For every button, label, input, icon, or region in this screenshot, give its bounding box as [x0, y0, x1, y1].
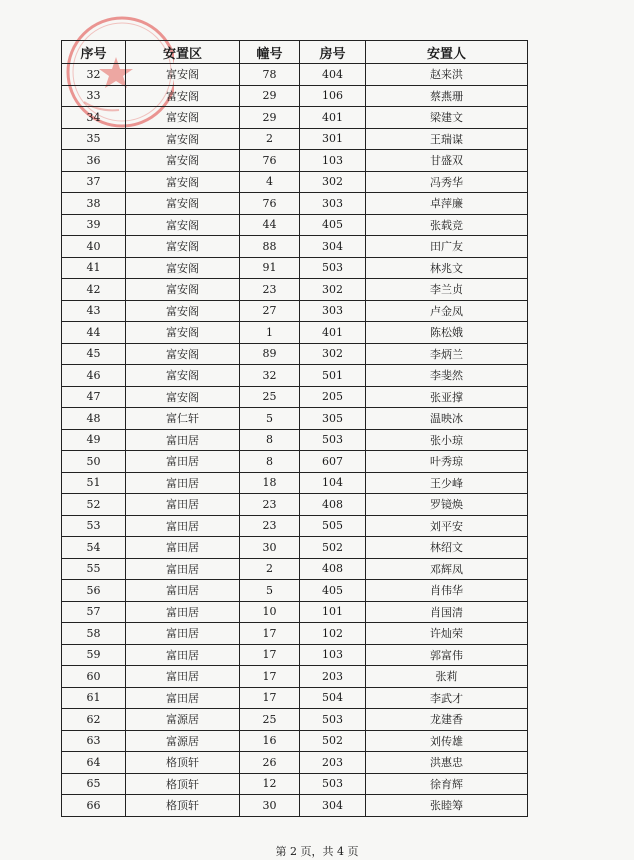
table-row [62, 558, 528, 580]
cell-district: 富安阁 [126, 365, 240, 387]
cell-room: 203 [300, 666, 366, 688]
cell-building: 25 [240, 709, 300, 731]
table-row [62, 64, 528, 86]
cell-district: 富田居 [126, 687, 240, 709]
cell-room: 101 [300, 601, 366, 623]
cell-building: 26 [240, 752, 300, 774]
cell-index: 32 [62, 64, 126, 86]
cell-index: 61 [62, 687, 126, 709]
cell-resident: 李武才 [366, 687, 528, 709]
cell-index: 64 [62, 752, 126, 774]
table-row [62, 687, 528, 709]
cell-index: 33 [62, 85, 126, 107]
cell-index: 42 [62, 279, 126, 301]
cell-district: 富田居 [126, 601, 240, 623]
cell-building: 5 [240, 408, 300, 430]
cell-district: 富安阁 [126, 279, 240, 301]
table-header-row [62, 41, 528, 64]
cell-room: 104 [300, 472, 366, 494]
table-row [62, 236, 528, 258]
cell-index: 56 [62, 580, 126, 602]
table-row [62, 128, 528, 150]
cell-district: 富安阁 [126, 85, 240, 107]
cell-district: 富安阁 [126, 300, 240, 322]
cell-index: 59 [62, 644, 126, 666]
table-row [62, 601, 528, 623]
cell-district: 富田居 [126, 644, 240, 666]
cell-index: 46 [62, 365, 126, 387]
table-row [62, 171, 528, 193]
table-row [62, 644, 528, 666]
cell-building: 44 [240, 214, 300, 236]
cell-district: 富田居 [126, 537, 240, 559]
cell-index: 53 [62, 515, 126, 537]
cell-building: 17 [240, 644, 300, 666]
cell-room: 503 [300, 773, 366, 795]
cell-district: 富田居 [126, 451, 240, 473]
cell-building: 17 [240, 687, 300, 709]
cell-district: 富源居 [126, 709, 240, 731]
cell-room: 106 [300, 85, 366, 107]
cell-resident: 林绍文 [366, 537, 528, 559]
table-row [62, 451, 528, 473]
cell-building: 2 [240, 558, 300, 580]
cell-resident: 陈松娥 [366, 322, 528, 344]
header-resident: 安置人 [366, 41, 528, 64]
cell-district: 富安阁 [126, 236, 240, 258]
cell-district: 富田居 [126, 472, 240, 494]
cell-resident: 卢金凤 [366, 300, 528, 322]
cell-resident: 田广友 [366, 236, 528, 258]
cell-index: 58 [62, 623, 126, 645]
header-building: 幢号 [240, 41, 300, 64]
cell-index: 66 [62, 795, 126, 817]
table-row [62, 730, 528, 752]
cell-room: 205 [300, 386, 366, 408]
cell-building: 1 [240, 322, 300, 344]
cell-resident: 卓萍廉 [366, 193, 528, 215]
cell-index: 39 [62, 214, 126, 236]
cell-index: 35 [62, 128, 126, 150]
cell-resident: 林兆文 [366, 257, 528, 279]
table-row [62, 709, 528, 731]
cell-resident: 李斐然 [366, 365, 528, 387]
cell-room: 503 [300, 257, 366, 279]
cell-building: 23 [240, 515, 300, 537]
cell-resident: 王瑞谋 [366, 128, 528, 150]
cell-building: 2 [240, 128, 300, 150]
cell-district: 富田居 [126, 558, 240, 580]
cell-resident: 张莉 [366, 666, 528, 688]
cell-resident: 洪惠忠 [366, 752, 528, 774]
header-district: 安置区 [126, 41, 240, 64]
table-row [62, 494, 528, 516]
cell-resident: 肖伟华 [366, 580, 528, 602]
table-row [62, 537, 528, 559]
cell-index: 55 [62, 558, 126, 580]
cell-district: 富田居 [126, 623, 240, 645]
cell-room: 408 [300, 558, 366, 580]
table-row [62, 666, 528, 688]
table-row [62, 795, 528, 817]
cell-resident: 冯秀华 [366, 171, 528, 193]
cell-resident: 李炳兰 [366, 343, 528, 365]
header-index: 序号 [62, 41, 126, 64]
table-row [62, 300, 528, 322]
cell-index: 52 [62, 494, 126, 516]
cell-index: 47 [62, 386, 126, 408]
cell-room: 103 [300, 644, 366, 666]
cell-room: 103 [300, 150, 366, 172]
cell-resident: 赵来洪 [366, 64, 528, 86]
table-row [62, 150, 528, 172]
cell-index: 37 [62, 171, 126, 193]
cell-resident: 张亚撑 [366, 386, 528, 408]
cell-room: 304 [300, 795, 366, 817]
cell-room: 305 [300, 408, 366, 430]
cell-index: 57 [62, 601, 126, 623]
cell-room: 504 [300, 687, 366, 709]
cell-room: 203 [300, 752, 366, 774]
cell-index: 40 [62, 236, 126, 258]
cell-building: 25 [240, 386, 300, 408]
table-row [62, 193, 528, 215]
table-row [62, 343, 528, 365]
header-room: 房号 [300, 41, 366, 64]
cell-district: 格顶轩 [126, 752, 240, 774]
cell-resident: 龙建香 [366, 709, 528, 731]
cell-index: 36 [62, 150, 126, 172]
cell-index: 44 [62, 322, 126, 344]
cell-resident: 许灿荣 [366, 623, 528, 645]
cell-resident: 李兰贞 [366, 279, 528, 301]
cell-index: 65 [62, 773, 126, 795]
cell-resident: 郭富伟 [366, 644, 528, 666]
cell-district: 格顶轩 [126, 773, 240, 795]
cell-district: 富安阁 [126, 322, 240, 344]
cell-building: 18 [240, 472, 300, 494]
cell-building: 29 [240, 107, 300, 129]
cell-district: 富安阁 [126, 386, 240, 408]
cell-building: 91 [240, 257, 300, 279]
cell-room: 502 [300, 537, 366, 559]
cell-index: 41 [62, 257, 126, 279]
cell-district: 富田居 [126, 494, 240, 516]
table-row [62, 515, 528, 537]
cell-district: 格顶轩 [126, 795, 240, 817]
cell-resident: 张小琼 [366, 429, 528, 451]
cell-building: 88 [240, 236, 300, 258]
cell-room: 404 [300, 64, 366, 86]
cell-resident: 甘盛双 [366, 150, 528, 172]
table-row [62, 472, 528, 494]
table-body [62, 64, 528, 817]
cell-room: 607 [300, 451, 366, 473]
cell-index: 48 [62, 408, 126, 430]
cell-building: 8 [240, 429, 300, 451]
page-number: 第 2 页，共 4 页 [275, 845, 359, 858]
cell-building: 17 [240, 666, 300, 688]
table-row [62, 365, 528, 387]
cell-building: 23 [240, 494, 300, 516]
cell-room: 102 [300, 623, 366, 645]
cell-room: 303 [300, 300, 366, 322]
table-row [62, 580, 528, 602]
cell-building: 89 [240, 343, 300, 365]
cell-building: 8 [240, 451, 300, 473]
cell-index: 43 [62, 300, 126, 322]
cell-resident: 张睦筹 [366, 795, 528, 817]
cell-index: 34 [62, 107, 126, 129]
cell-district: 富源居 [126, 730, 240, 752]
cell-resident: 罗镜焕 [366, 494, 528, 516]
cell-room: 405 [300, 580, 366, 602]
table-row [62, 257, 528, 279]
cell-building: 76 [240, 150, 300, 172]
table-row [62, 773, 528, 795]
table-row [62, 214, 528, 236]
cell-index: 63 [62, 730, 126, 752]
cell-district: 富安阁 [126, 193, 240, 215]
cell-index: 54 [62, 537, 126, 559]
cell-index: 51 [62, 472, 126, 494]
table-row [62, 322, 528, 344]
cell-index: 60 [62, 666, 126, 688]
cell-resident: 温映冰 [366, 408, 528, 430]
cell-room: 505 [300, 515, 366, 537]
cell-building: 23 [240, 279, 300, 301]
cell-building: 17 [240, 623, 300, 645]
cell-building: 32 [240, 365, 300, 387]
cell-resident: 徐育辉 [366, 773, 528, 795]
cell-resident: 肖国清 [366, 601, 528, 623]
cell-index: 38 [62, 193, 126, 215]
cell-building: 4 [240, 171, 300, 193]
cell-district: 富安阁 [126, 128, 240, 150]
cell-building: 30 [240, 537, 300, 559]
table-row [62, 429, 528, 451]
table-row [62, 386, 528, 408]
cell-room: 302 [300, 279, 366, 301]
table-row [62, 107, 528, 129]
cell-room: 405 [300, 214, 366, 236]
cell-district: 富安阁 [126, 214, 240, 236]
cell-resident: 刘平安 [366, 515, 528, 537]
cell-building: 30 [240, 795, 300, 817]
table-row [62, 408, 528, 430]
cell-building: 78 [240, 64, 300, 86]
cell-resident: 叶秀琼 [366, 451, 528, 473]
cell-resident: 邓辉凤 [366, 558, 528, 580]
cell-district: 富田居 [126, 429, 240, 451]
resettlement-table [61, 40, 528, 817]
cell-district: 富田居 [126, 666, 240, 688]
cell-room: 401 [300, 322, 366, 344]
cell-building: 16 [240, 730, 300, 752]
cell-room: 503 [300, 429, 366, 451]
cell-building: 29 [240, 85, 300, 107]
cell-district: 富安阁 [126, 107, 240, 129]
cell-district: 富安阁 [126, 150, 240, 172]
cell-building: 10 [240, 601, 300, 623]
cell-room: 503 [300, 709, 366, 731]
cell-district: 富安阁 [126, 64, 240, 86]
cell-resident: 刘传雄 [366, 730, 528, 752]
cell-room: 401 [300, 107, 366, 129]
table-row [62, 623, 528, 645]
cell-index: 62 [62, 709, 126, 731]
cell-building: 12 [240, 773, 300, 795]
cell-room: 301 [300, 128, 366, 150]
cell-room: 304 [300, 236, 366, 258]
cell-room: 303 [300, 193, 366, 215]
cell-resident: 蔡燕珊 [366, 85, 528, 107]
cell-district: 富田居 [126, 515, 240, 537]
cell-index: 50 [62, 451, 126, 473]
cell-building: 5 [240, 580, 300, 602]
cell-resident: 张载竞 [366, 214, 528, 236]
cell-resident: 王少峰 [366, 472, 528, 494]
cell-district: 富仁轩 [126, 408, 240, 430]
cell-room: 302 [300, 171, 366, 193]
cell-district: 富安阁 [126, 343, 240, 365]
cell-district: 富田居 [126, 580, 240, 602]
cell-district: 富安阁 [126, 171, 240, 193]
cell-index: 49 [62, 429, 126, 451]
cell-room: 302 [300, 343, 366, 365]
cell-district: 富安阁 [126, 257, 240, 279]
cell-room: 502 [300, 730, 366, 752]
cell-index: 45 [62, 343, 126, 365]
table-row [62, 752, 528, 774]
cell-building: 27 [240, 300, 300, 322]
cell-room: 408 [300, 494, 366, 516]
cell-resident: 梁建文 [366, 107, 528, 129]
cell-building: 76 [240, 193, 300, 215]
table-row [62, 279, 528, 301]
table-row [62, 85, 528, 107]
cell-room: 501 [300, 365, 366, 387]
